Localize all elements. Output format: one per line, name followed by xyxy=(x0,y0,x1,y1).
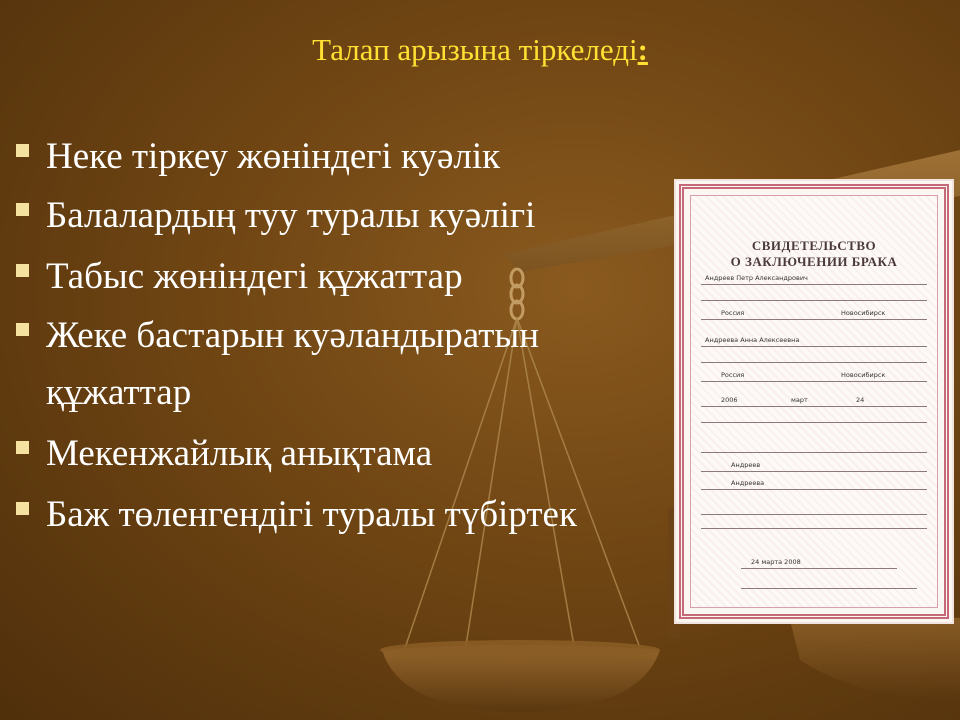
certificate-wife-name: Андреева Анна Алексеевна xyxy=(705,336,800,344)
certificate-line xyxy=(701,381,927,382)
certificate-year: 2006 xyxy=(721,396,738,404)
marriage-certificate-image xyxy=(676,181,952,622)
certificate-city-2: Новосибирск xyxy=(841,371,886,379)
certificate-line xyxy=(701,300,927,301)
certificate-day: 24 xyxy=(856,396,865,404)
bullet-text: Балалардың туу туралы куәлігі xyxy=(46,195,536,236)
certificate-month: март xyxy=(791,396,808,404)
certificate-body xyxy=(690,195,938,608)
certificate-country-2: Россия xyxy=(721,371,745,379)
certificate-line xyxy=(701,489,927,490)
certificate-title-line1: СВИДЕТЕЛЬСТВО xyxy=(751,238,877,253)
bullet-text: Неке тіркеу жөніндегі куәлік xyxy=(46,136,501,177)
slide-title xyxy=(0,30,960,70)
certificate-line xyxy=(701,362,927,363)
bullet-item xyxy=(12,307,652,421)
certificate-line xyxy=(701,514,927,515)
bullet-item xyxy=(12,425,652,482)
certificate-line xyxy=(701,284,927,285)
certificate-surname-wife: Андреева xyxy=(731,479,765,487)
certificate-country: Россия xyxy=(721,309,745,317)
certificate-issue-date: 24 марта 2008 xyxy=(751,558,801,566)
bullet-square-icon xyxy=(16,203,29,216)
slide-title-text: Талап арызына тіркеледі xyxy=(312,32,638,67)
bullet-text: Баж төленгендігі туралы түбіртек xyxy=(46,494,577,535)
bullet-square-icon xyxy=(16,441,29,454)
certificate-line xyxy=(701,528,927,529)
certificate-line xyxy=(701,406,927,407)
bullet-square-icon xyxy=(16,144,29,157)
certificate-line xyxy=(701,422,927,423)
certificate-line xyxy=(701,452,927,453)
bullet-item xyxy=(12,248,652,305)
certificate-title-line2: О ЗАКЛЮЧЕНИИ БРАКА xyxy=(730,254,898,269)
bullet-item xyxy=(12,486,652,543)
certificate-husband-name: Андреев Петр Александрович xyxy=(705,274,808,282)
certificate-city: Новосибирск xyxy=(841,309,886,317)
bullet-item xyxy=(12,128,652,185)
bullet-text: Мекенжайлық анықтама xyxy=(46,433,433,474)
certificate-line xyxy=(741,588,917,589)
certificate-line xyxy=(701,319,927,320)
bullet-text: Табыс жөніндегі құжаттар xyxy=(46,256,463,297)
bullet-list xyxy=(12,128,652,543)
bullet-item xyxy=(12,187,652,244)
certificate-surname-husband: Андреев xyxy=(731,461,761,469)
bullet-square-icon xyxy=(16,502,29,515)
slide-title-colon: : xyxy=(637,32,648,67)
bullet-text: Жеке бастарын куәландыратын құжаттар xyxy=(46,315,540,413)
bullet-square-icon xyxy=(16,323,29,336)
certificate-line xyxy=(701,471,927,472)
certificate-line xyxy=(741,568,897,569)
certificate-title xyxy=(691,238,937,270)
certificate-line xyxy=(701,346,927,347)
bullet-square-icon xyxy=(16,264,29,277)
